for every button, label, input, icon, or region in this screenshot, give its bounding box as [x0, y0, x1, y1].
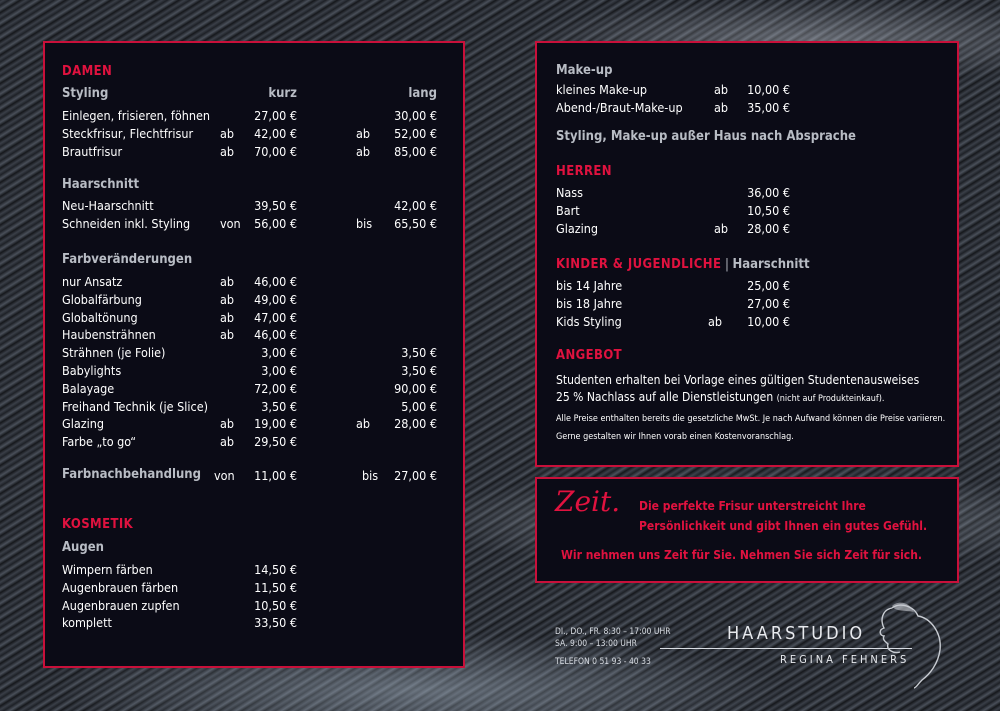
section-title-damen: DAMEN — [62, 64, 113, 79]
kinder-heading — [556, 257, 810, 272]
price-prefix: ab — [714, 99, 729, 115]
row-label: Neu-Haarschnitt — [62, 198, 154, 213]
col-lang: lang — [408, 86, 437, 101]
heading-styling: Styling — [62, 86, 109, 101]
price-value: 30,00 € — [394, 108, 437, 123]
row-label: Farbe „to go“ — [62, 434, 137, 450]
opening-hours-1: DI., DO., FR. 8:30 – 17:00 UHR — [555, 627, 671, 637]
price-value: 28,00 € — [747, 220, 790, 236]
section-title-kinder: KINDER & JUGENDLICHE — [556, 257, 722, 272]
heading-haarschnitt: Haarschnitt — [62, 177, 140, 192]
price-value: 11,00 € — [254, 468, 297, 483]
price-prefix: von — [214, 468, 235, 483]
price-value: 3,50 € — [261, 398, 297, 414]
price-value: 5,00 € — [401, 398, 437, 414]
row-label: Wimpern färben — [62, 562, 153, 577]
price-value: 46,00 € — [254, 274, 297, 289]
price-value: 3,00 € — [261, 363, 297, 378]
zeit-line3: Wir nehmen uns Zeit für Sie. Nehmen Sie sich Zeit für sich. — [561, 548, 922, 562]
section-title-kosmetik: KOSMETIK — [62, 517, 134, 532]
heading-farbnachbehandlung: Farbnachbehandlung — [62, 467, 202, 482]
heading-augen: Augen — [62, 540, 105, 555]
price-value: 27,00 € — [254, 108, 297, 123]
zeit-line2: Persönlichkeit und gibt Ihnen ein gutes Gefühl. — [639, 519, 928, 533]
price-value: 56,00 € — [254, 215, 297, 231]
row-label: Balayage — [62, 380, 115, 396]
price-value: 39,50 € — [254, 198, 297, 213]
price-value: 10,00 € — [747, 82, 790, 97]
price-prefix: ab — [220, 309, 235, 325]
row-label: bis 14 Jahre — [556, 278, 623, 293]
price-prefix: ab — [220, 143, 235, 159]
angebot-note1: Alle Preise enthalten bereits die gesetzliche MwSt. Je nach Aufwand können die Preise variieren. — [556, 414, 946, 424]
price-prefix: ab — [356, 416, 371, 432]
price-value: 52,00 € — [394, 125, 437, 141]
angebot-line1: Studenten erhalten bei Vorlage eines gültigen Studentenausweises — [556, 373, 920, 387]
row-label: kleines Make-up — [556, 82, 648, 97]
price-prefix: ab — [220, 416, 235, 432]
row-label: Strähnen (je Folie) — [62, 345, 166, 361]
price-value: 46,00 € — [254, 327, 297, 343]
section-title-herren: HERREN — [556, 164, 612, 179]
phone-number: TELEFON 0 51 93 - 40 33 — [555, 657, 651, 667]
section-title-angebot: ANGEBOT — [556, 348, 623, 363]
zeit-line1: Die perfekte Frisur unterstreicht Ihre — [639, 499, 866, 513]
price-value: 19,00 € — [254, 416, 297, 432]
price-prefix: ab — [220, 291, 235, 307]
price-value: 10,50 € — [747, 202, 790, 218]
price-prefix: ab — [356, 143, 371, 159]
price-value: 35,00 € — [747, 99, 790, 115]
price-value: 72,00 € — [254, 380, 297, 396]
price-value: 65,50 € — [394, 215, 437, 231]
row-label: Babylights — [62, 363, 122, 378]
heading-farbveraenderungen: Farbveränderungen — [62, 252, 193, 267]
zeit-script: Zeit. — [555, 485, 621, 518]
price-prefix: ab — [220, 274, 235, 289]
price-value: 28,00 € — [394, 416, 437, 432]
price-value: 14,50 € — [254, 562, 297, 577]
price-prefix: ab — [356, 125, 371, 141]
price-value: 85,00 € — [394, 143, 437, 159]
logo-line2: REGINA FEHNERS — [780, 653, 910, 666]
price-prefix: ab — [714, 82, 729, 97]
row-label: Brautfrisur — [62, 143, 123, 159]
row-label: Glazing — [556, 220, 599, 236]
price-value: 90,00 € — [394, 380, 437, 396]
row-label: Haubensträhnen — [62, 327, 156, 343]
price-value: 36,00 € — [747, 185, 790, 200]
row-label: Schneiden inkl. Styling — [62, 215, 191, 231]
row-label: Abend-/Braut-Make-up — [556, 99, 683, 115]
price-prefix: bis — [362, 468, 379, 483]
price-value: 27,00 € — [747, 295, 790, 311]
price-value: 11,50 € — [254, 579, 297, 595]
row-label: nur Ansatz — [62, 274, 123, 289]
heading-makeup: Make-up — [556, 63, 613, 78]
row-label: Augenbrauen färben — [62, 579, 179, 595]
head-profile-logo-icon — [870, 600, 950, 690]
price-value: 10,00 € — [747, 313, 790, 329]
price-prefix: ab — [714, 220, 729, 236]
opening-hours-2: SA. 9:00 – 13:00 UHR — [555, 639, 637, 649]
row-label: Nass — [556, 185, 584, 200]
angebot-line2-wrap — [556, 390, 885, 406]
price-value: 10,50 € — [254, 597, 297, 613]
col-kurz: kurz — [268, 86, 297, 101]
kinder-suffix: Haarschnitt — [732, 257, 810, 272]
row-label: Bart — [556, 202, 580, 218]
price-value: 29,50 € — [254, 434, 297, 450]
price-value: 42,00 € — [254, 125, 297, 141]
price-prefix: ab — [708, 313, 723, 329]
price-value: 3,50 € — [401, 363, 437, 378]
row-label: Freihand Technik (je Slice) — [62, 398, 209, 414]
price-value: 49,00 € — [254, 291, 297, 307]
angebot-line2-small: (nicht auf Produkteinkauf). — [776, 394, 885, 404]
row-label: Steckfrisur, Flechtfrisur — [62, 125, 194, 141]
price-value: 25,00 € — [747, 278, 790, 293]
price-value: 33,50 € — [254, 615, 297, 631]
price-value: 3,50 € — [401, 345, 437, 361]
row-label: Globaltönung — [62, 309, 138, 325]
row-label: Glazing — [62, 416, 105, 432]
price-value: 42,00 € — [394, 198, 437, 213]
price-value: 27,00 € — [394, 468, 437, 483]
row-label: Einlegen, frisieren, föhnen — [62, 108, 211, 123]
price-prefix: ab — [220, 125, 235, 141]
logo-line1: HAARSTUDIO — [727, 623, 866, 644]
angebot-note2: Gerne gestalten wir Ihnen vorab einen Kostenvoranschlag. — [556, 432, 794, 442]
price-prefix: von — [220, 215, 241, 231]
price-prefix: ab — [220, 327, 235, 343]
row-label: Augenbrauen zupfen — [62, 597, 180, 613]
price-value: 3,00 € — [261, 345, 297, 361]
kinder-separator: | — [724, 257, 729, 272]
makeup-note: Styling, Make-up außer Haus nach Absprache — [556, 129, 856, 144]
row-label: komplett — [62, 615, 112, 631]
angebot-line2: 25 % Nachlass auf alle Dienstleistungen — [556, 390, 774, 404]
row-label: bis 18 Jahre — [556, 295, 623, 311]
row-label: Kids Styling — [556, 313, 622, 329]
price-value: 47,00 € — [254, 309, 297, 325]
price-value: 70,00 € — [254, 143, 297, 159]
row-label: Globalfärbung — [62, 291, 142, 307]
price-prefix: ab — [220, 434, 235, 450]
price-prefix: bis — [356, 215, 373, 231]
